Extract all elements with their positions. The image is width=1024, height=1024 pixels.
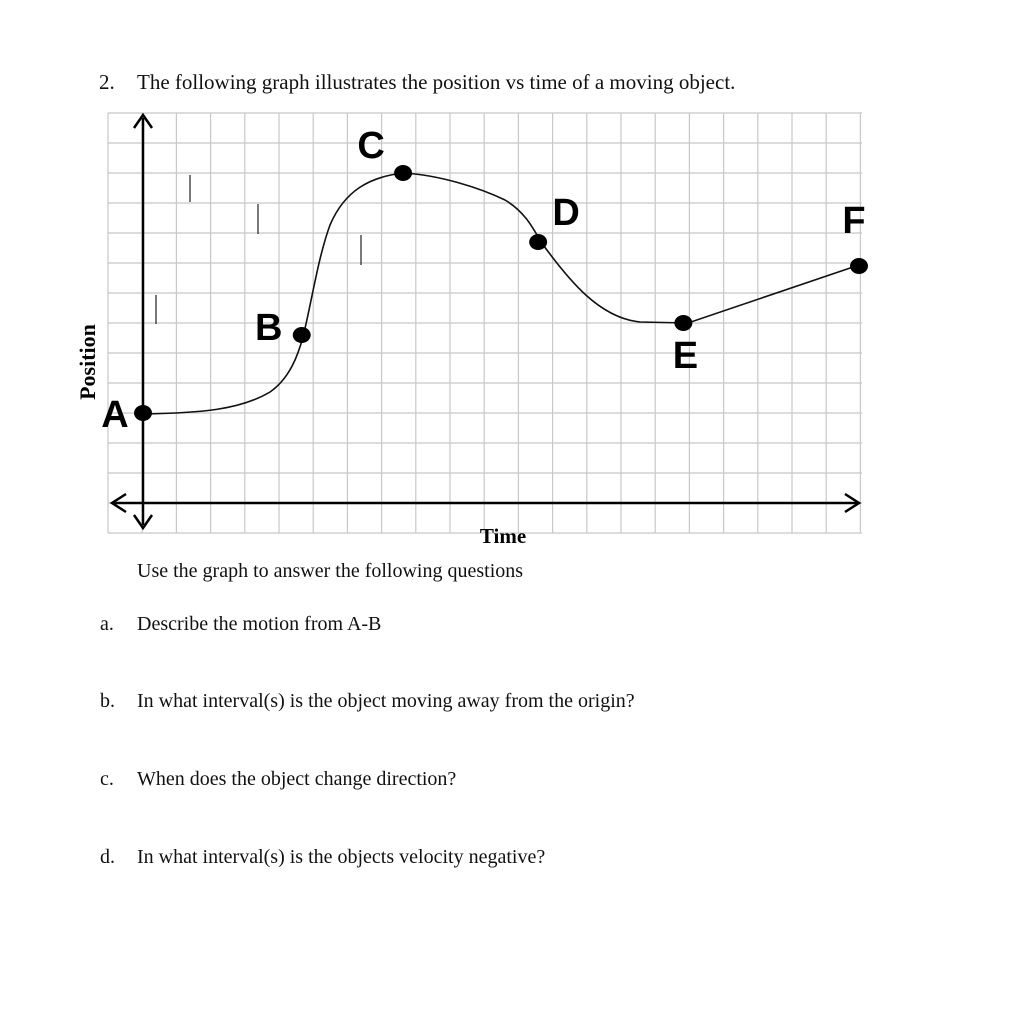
subquestion-c-text: When does the object change direction? <box>137 768 457 790</box>
subquestion-d-text: In what interval(s) is the objects velocity negative? <box>137 846 546 868</box>
subquestion-a-letter: a. <box>100 613 114 635</box>
axes <box>112 115 859 528</box>
point-e-marker <box>674 315 692 331</box>
point-c-marker <box>394 165 412 181</box>
point-b-marker <box>293 327 311 343</box>
point-b-label: B <box>255 307 283 349</box>
point-f-label: F <box>842 200 866 242</box>
subquestion-a-text: Describe the motion from A-B <box>137 613 382 635</box>
subquestion-b-letter: b. <box>100 690 115 712</box>
point-a-label: A <box>101 394 129 436</box>
point-a-marker <box>134 405 152 421</box>
point-d-label: D <box>552 192 580 234</box>
question-number: 2. <box>99 70 115 94</box>
point-f-marker <box>850 258 868 274</box>
instructions: Use the graph to answer the following questions <box>137 560 524 582</box>
stray-marks <box>156 175 361 324</box>
subquestion-c-letter: c. <box>100 768 114 790</box>
subquestion-d-letter: d. <box>100 846 115 868</box>
subquestion-b-text: In what interval(s) is the object moving away from the origin? <box>137 690 635 712</box>
y-axis-label: Position <box>75 324 100 400</box>
point-d-marker <box>529 234 547 250</box>
question-text: The following graph illustrates the position vs time of a moving object. <box>137 70 736 94</box>
grid <box>108 113 862 533</box>
point-c-label: C <box>357 125 385 167</box>
point-e-label: E <box>672 335 699 377</box>
x-axis-label: Time <box>479 524 527 548</box>
